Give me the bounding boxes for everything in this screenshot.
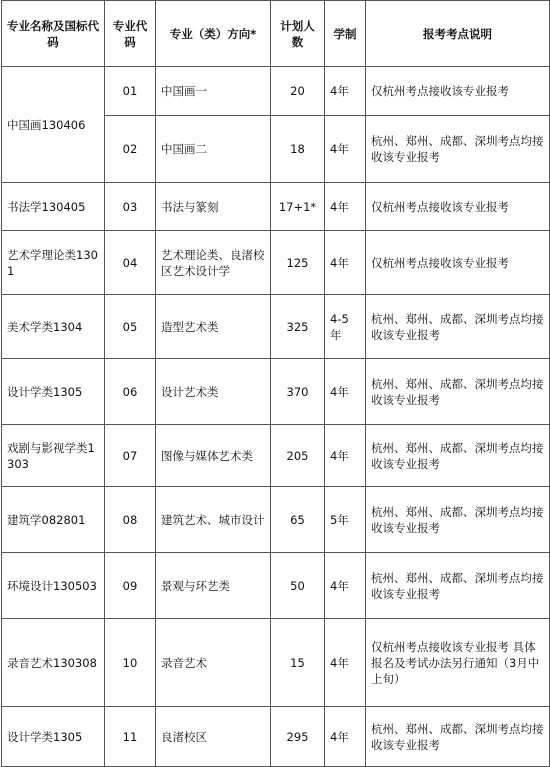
plan-count-cell: 325 bbox=[271, 295, 325, 359]
major-name-cell: 美术学类1304 bbox=[2, 295, 105, 359]
duration-cell: 4年 bbox=[325, 67, 366, 116]
header-row bbox=[2, 1, 550, 67]
duration-cell: 4年 bbox=[325, 619, 366, 707]
major-name-cell: 设计学类1305 bbox=[2, 359, 105, 425]
duration-cell: 4年 bbox=[325, 231, 366, 295]
direction-cell: 景观与环艺类 bbox=[156, 553, 271, 619]
major-code-cell: 06 bbox=[105, 359, 156, 425]
major-code-cell: 10 bbox=[105, 619, 156, 707]
direction-cell: 造型艺术类 bbox=[156, 295, 271, 359]
exam-note-cell: 杭州、郑州、成都、深圳考点均接收该专业报考 bbox=[366, 553, 550, 619]
exam-note-cell: 仅杭州考点接收该专业报考 bbox=[366, 231, 550, 295]
direction-cell: 录音艺术 bbox=[156, 619, 271, 707]
direction-cell: 良渚校区 bbox=[156, 707, 271, 767]
duration-cell: 4年 bbox=[325, 707, 366, 767]
exam-note-cell: 杭州、郑州、成都、深圳考点均接收该专业报考 bbox=[366, 425, 550, 487]
direction-cell: 艺术理论类、良渚校区艺术设计学 bbox=[156, 231, 271, 295]
exam-note-cell: 杭州、郑州、成都、深圳考点均接收该专业报考 bbox=[366, 116, 550, 183]
major-code-cell: 07 bbox=[105, 425, 156, 487]
exam-note-cell: 仅杭州考点接收该专业报考 bbox=[366, 67, 550, 116]
major-code-cell: 02 bbox=[105, 116, 156, 183]
plan-count-cell: 18 bbox=[271, 116, 325, 183]
exam-note-cell: 仅杭州考点接收该专业报考 bbox=[366, 183, 550, 231]
exam-note-cell: 杭州、郑州、成都、深圳考点均接收该专业报考 bbox=[366, 295, 550, 359]
duration-cell: 4年 bbox=[325, 183, 366, 231]
plan-count-cell: 17+1* bbox=[271, 183, 325, 231]
direction-cell: 图像与媒体艺术类 bbox=[156, 425, 271, 487]
duration-cell: 4年 bbox=[325, 116, 366, 183]
major-code-cell: 01 bbox=[105, 67, 156, 116]
major-code-cell: 03 bbox=[105, 183, 156, 231]
major-name-cell: 设计学类1305 bbox=[2, 707, 105, 767]
major-name-cell: 艺术学理论类1301 bbox=[2, 231, 105, 295]
header-major-name: 专业名称及国标代码 bbox=[2, 1, 105, 67]
table-row bbox=[2, 553, 550, 619]
plan-count-cell: 125 bbox=[271, 231, 325, 295]
direction-cell: 中国画一 bbox=[156, 67, 271, 116]
plan-count-cell: 20 bbox=[271, 67, 325, 116]
duration-cell: 4-5年 bbox=[325, 295, 366, 359]
table-row bbox=[2, 487, 550, 553]
table-row bbox=[2, 707, 550, 767]
table-row bbox=[2, 183, 550, 231]
header-duration: 学制 bbox=[325, 1, 366, 67]
major-name-cell: 建筑学082801 bbox=[2, 487, 105, 553]
major-code-cell: 11 bbox=[105, 707, 156, 767]
table-row bbox=[2, 231, 550, 295]
plan-count-cell: 295 bbox=[271, 707, 325, 767]
major-name-cell: 环境设计130503 bbox=[2, 553, 105, 619]
major-code-cell: 08 bbox=[105, 487, 156, 553]
table-row bbox=[2, 295, 550, 359]
major-code-cell: 05 bbox=[105, 295, 156, 359]
table-row bbox=[2, 619, 550, 707]
major-name-cell: 书法学130405 bbox=[2, 183, 105, 231]
plan-count-cell: 370 bbox=[271, 359, 325, 425]
enrollment-table bbox=[1, 0, 550, 767]
plan-count-cell: 15 bbox=[271, 619, 325, 707]
header-plan-count: 计划人数 bbox=[271, 1, 325, 67]
exam-note-cell: 杭州、郑州、成都、深圳考点均接收该专业报考 bbox=[366, 359, 550, 425]
exam-note-cell: 仅杭州考点接收该专业报考 具体报名及考试办法另行通知（3月中上旬） bbox=[366, 619, 550, 707]
direction-cell: 中国画二 bbox=[156, 116, 271, 183]
major-code-cell: 09 bbox=[105, 553, 156, 619]
exam-note-cell: 杭州、郑州、成都、深圳考点均接收该专业报考 bbox=[366, 707, 550, 767]
exam-note-cell: 杭州、郑州、成都、深圳考点均接收该专业报考 bbox=[366, 487, 550, 553]
direction-cell: 设计艺术类 bbox=[156, 359, 271, 425]
header-direction: 专业（类）方向* bbox=[156, 1, 271, 67]
major-code-cell: 04 bbox=[105, 231, 156, 295]
plan-count-cell: 65 bbox=[271, 487, 325, 553]
duration-cell: 4年 bbox=[325, 359, 366, 425]
major-name-cell: 戏剧与影视学类1303 bbox=[2, 425, 105, 487]
header-major-code: 专业代码 bbox=[105, 1, 156, 67]
table-row bbox=[2, 425, 550, 487]
table-row bbox=[2, 359, 550, 425]
header-exam-note: 报考考点说明 bbox=[366, 1, 550, 67]
duration-cell: 4年 bbox=[325, 425, 366, 487]
major-name-cell: 中国画130406 bbox=[2, 67, 105, 183]
duration-cell: 4年 bbox=[325, 553, 366, 619]
duration-cell: 5年 bbox=[325, 487, 366, 553]
table-row bbox=[2, 67, 550, 116]
major-name-cell: 录音艺术130308 bbox=[2, 619, 105, 707]
direction-cell: 建筑艺术、城市设计 bbox=[156, 487, 271, 553]
direction-cell: 书法与篆刻 bbox=[156, 183, 271, 231]
plan-count-cell: 205 bbox=[271, 425, 325, 487]
plan-count-cell: 50 bbox=[271, 553, 325, 619]
